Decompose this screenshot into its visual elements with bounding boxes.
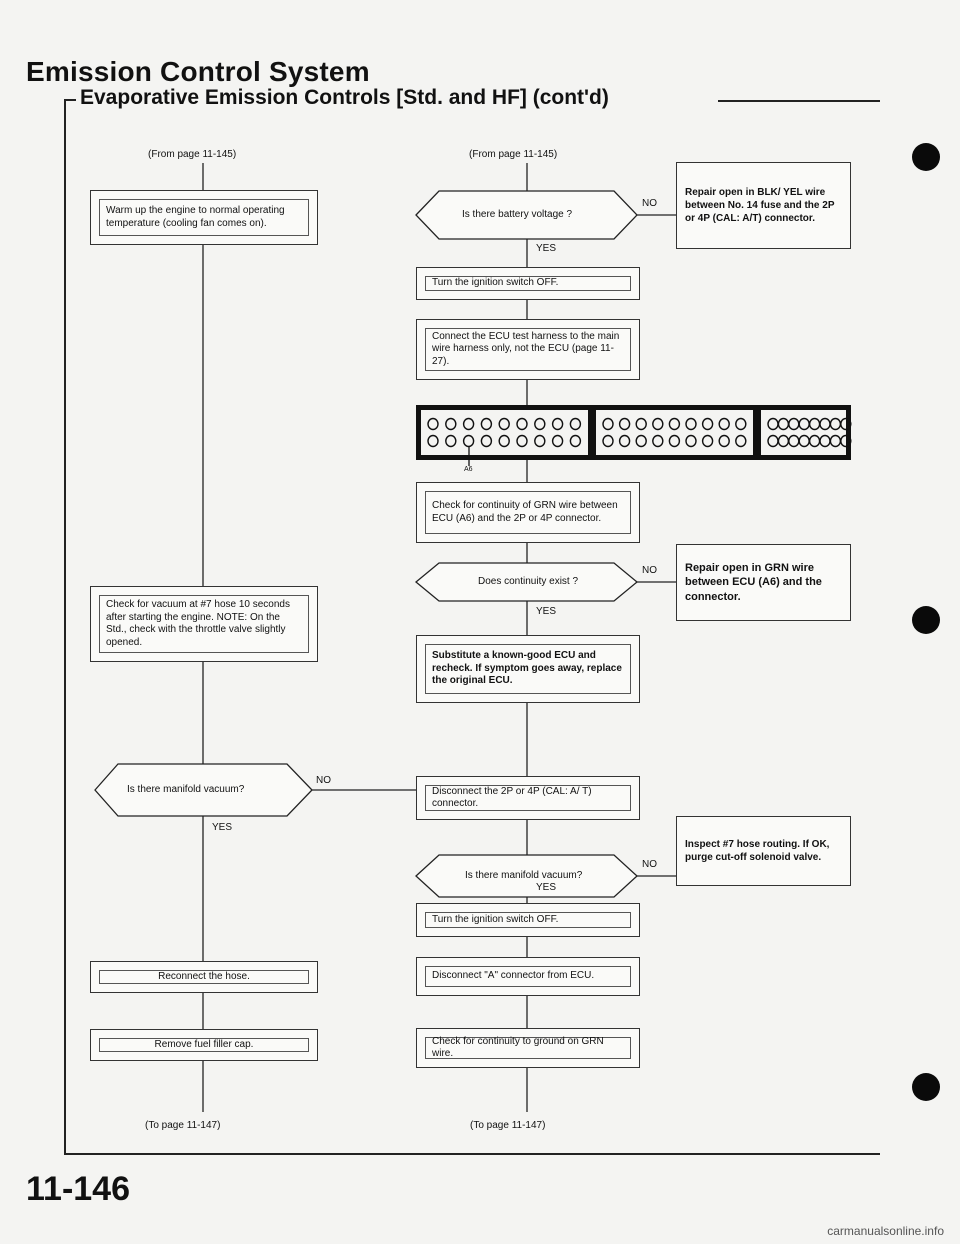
label-no-left: NO: [316, 775, 331, 786]
right-to-ref: (To page 11-147): [470, 1120, 546, 1131]
ecu-connector-block-a: [416, 405, 851, 460]
page-number: 11-146: [26, 1170, 130, 1208]
page-title: Emission Control System: [26, 56, 370, 87]
left-from-ref: (From page 11-145): [148, 149, 237, 160]
repair-grn-wire: Repair open in GRN wire between ECU (A6) and the connector.: [676, 544, 851, 621]
section-subtitle: Evaporative Emission Controls [Std. and HF] (cont'd): [80, 86, 609, 109]
step-substitute-ecu: Substitute a known-good ECU and recheck. If symptom goes away, replace the original ECU.: [416, 635, 640, 703]
label-no-manifold-right: NO: [642, 859, 657, 870]
step-turn-off-ignition-1: Turn the ignition switch OFF.: [416, 267, 640, 300]
step-disconnect-2p-4p: Disconnect the 2P or 4P (CAL: A/ T) connector.: [416, 776, 640, 820]
step-check-vacuum: Check for vacuum at #7 hose 10 seconds after starting the engine. NOTE: On the Std., check with the throttle valve slightly opened.: [90, 586, 318, 662]
footer-rule: [64, 1153, 880, 1155]
decision-battery: Is there battery voltage ?: [462, 209, 573, 220]
left-to-ref: (To page 11-147): [145, 1120, 221, 1131]
decision-continuity: Does continuity exist ?: [478, 576, 579, 587]
step-turn-off-ignition-2: Turn the ignition switch OFF.: [416, 903, 640, 937]
step-disconnect-a-connector: Disconnect "A" connector from ECU.: [416, 957, 640, 996]
step-connect-ecu-harness: Connect the ECU test harness to the main wire harness only, not the ECU (page 11-27).: [416, 319, 640, 380]
decision-manifold-left: Is there manifold vacuum?: [127, 784, 245, 795]
label-yes-manifold-right: YES: [536, 882, 557, 893]
step-warm-up: Warm up the engine to normal operating temperature (cooling fan comes on).: [90, 190, 318, 245]
label-no-battery: NO: [642, 198, 657, 209]
label-no-continuity: NO: [642, 565, 657, 576]
watermark: carmanualsonline.info: [827, 1224, 944, 1238]
repair-blk-yel-wire: Repair open in BLK/ YEL wire between No. 14 fuse and the 2P or 4P (CAL: A/T) connector.: [676, 162, 851, 249]
decision-manifold-right: Is there manifold vacuum?: [465, 870, 583, 881]
inspect-hose-routing: Inspect #7 hose routing. If OK, purge cut-off solenoid valve.: [676, 816, 851, 886]
step-reconnect-hose: Reconnect the hose.: [90, 961, 318, 993]
step-remove-fuel-cap: Remove fuel filler cap.: [90, 1029, 318, 1061]
right-from-ref: (From page 11-145): [469, 149, 558, 160]
step-check-ground-continuity: Check for continuity to ground on GRN wire.: [416, 1028, 640, 1068]
label-yes-left: YES: [212, 822, 233, 833]
step-check-grn-continuity: Check for continuity of GRN wire between ECU (A6) and the 2P or 4P connector.: [416, 482, 640, 543]
pin-a6-label: A6: [464, 466, 473, 473]
label-yes-continuity: YES: [536, 606, 557, 617]
label-yes-battery: YES: [536, 243, 557, 254]
